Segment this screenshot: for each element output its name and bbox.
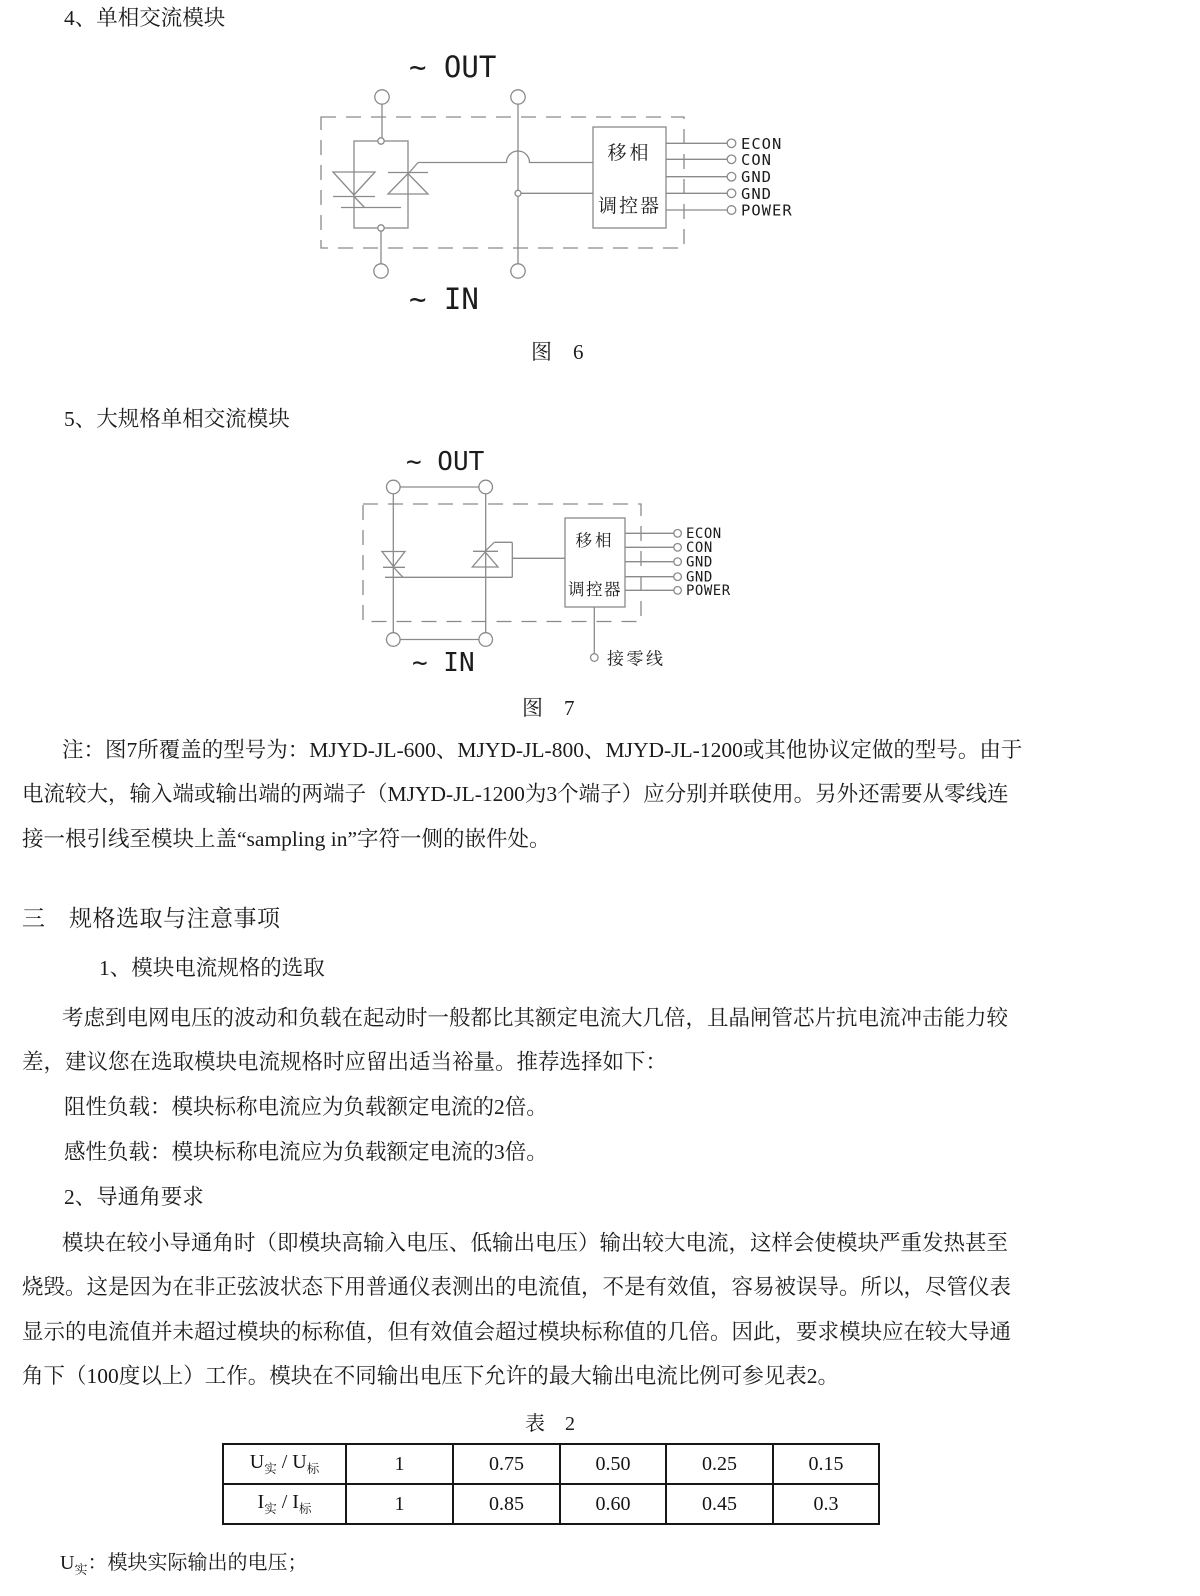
table2-cell: 0.25 (666, 1444, 773, 1484)
section3-sub1: 1、模块电流规格的选取 (99, 956, 325, 980)
fig7-in-label: ~ IN (412, 648, 475, 678)
note-line-2: 电流较大，输入端或输出端的两端子（MJYD-JL-1200为3个端子）应分别并联使用。另外还需要从零线连 (22, 782, 1009, 806)
section3-heading: 三 规格选取与注意事项 (22, 906, 281, 931)
table2-row-current-label: $I_实 / I_标$ (223, 1484, 346, 1524)
table2 (222, 1443, 880, 1525)
section3-para1-line1: 考虑到电网电压的波动和负载在起动时一般都比其额定电流大几倍，且晶闸管芯片抗电流冲击能力较 (62, 1006, 1009, 1030)
fig6-terminal-label-gnd1: GND (741, 168, 772, 187)
fig6-terminal-label-power: POWER (741, 201, 793, 220)
inductive-load-line: 感性负载：模块标称电流应为负载额定电流的3倍。 (64, 1140, 548, 1164)
table2-row-current (223, 1484, 879, 1524)
table2-cell: 0.50 (560, 1444, 666, 1484)
fig6-in-label: ~ IN (409, 282, 479, 316)
fig7-in-terminal-left (387, 633, 401, 647)
fig7-terminal-label-con: CON (686, 540, 713, 557)
resistive-load-line: 阻性负载：模块标称电流应为负载额定电流的2倍。 (64, 1095, 548, 1119)
note-line-1: 注：图7所覆盖的型号为：MJYD-JL-600、MJYD-JL-800、MJYD-JL-1200或其他协议定做的型号。由于 (62, 738, 1023, 762)
fig7-terminal-label-gnd1: GND (686, 554, 713, 571)
section3-para2-line4: 角下（100度以上）工作。模块在不同输出电压下允许的最大输出电流比例可参见表2。 (22, 1364, 840, 1388)
section4-heading: 4、单相交流模块 (64, 6, 226, 30)
fig7-controller-label-1: 移相 (575, 531, 615, 550)
fig7-out-terminal-left (387, 480, 401, 494)
fig6-junction-dot (515, 190, 521, 196)
fig7-neutral-terminal (591, 654, 599, 662)
table2-cell: 0.85 (453, 1484, 560, 1524)
table2-cell: 0.60 (560, 1484, 666, 1524)
figure7-diagram (298, 440, 740, 730)
fig6-terminal-label-gnd2: GND (741, 184, 772, 203)
table2-cell: 1 (346, 1444, 453, 1484)
fig7-neutral-label: 接零线 (607, 649, 666, 669)
footnote-u-actual: $U_实$：模块实际输出的电压； (60, 1552, 308, 1577)
section3-para2-line1: 模块在较小导通角时（即模块高输入电压、低输出电压）输出较大电流，这样会使模块严重发热甚至 (62, 1231, 1009, 1255)
fig6-in-terminal-right (511, 264, 525, 278)
fig7-terminal-label-econ: ECON (686, 526, 722, 543)
section3-para2-line2: 烧毁。这是因为在非正弦波状态下用普通仪表测出的电流值，不是有效值，容易被误导。所以，尽管仪表 (22, 1275, 1012, 1299)
fig6-controller-label-2: 调控器 (597, 196, 662, 217)
table2-cell: 0.3 (773, 1484, 879, 1524)
note-line-3: 接一根引线至模块上盖“sampling in”字符一侧的嵌件处。 (22, 827, 551, 851)
fig7-caption: 图 7 (522, 696, 575, 720)
table2-row-voltage-label: $U_实 / U_标$ (223, 1444, 346, 1484)
fig7-out-label: ~ OUT (406, 447, 485, 477)
section3-para1-line2: 差，建议您在选取模块电流规格时应留出适当裕量。推荐选择如下： (22, 1050, 668, 1074)
fig6-terminal-label-con: CON (741, 150, 772, 169)
table2-row-voltage (223, 1444, 879, 1484)
fig7-out-terminal-right (479, 480, 493, 494)
fig7-gate-wiring (385, 542, 565, 577)
fig7-in-terminal-right (479, 633, 493, 647)
fig7-controller-label-2: 调控器 (568, 580, 622, 599)
fig6-out-terminal-right (511, 90, 525, 104)
fig6-thyristor-left (333, 172, 401, 208)
fig6-out-terminal-left (375, 90, 389, 104)
fig6-caption: 图 6 (531, 340, 584, 364)
fig6-control-terminals (666, 135, 793, 220)
fig6-scr-box (354, 141, 408, 228)
table2-caption: 表 2 (525, 1413, 575, 1435)
fig6-in-terminal-left (374, 264, 388, 278)
table2-cell: 1 (346, 1484, 453, 1524)
figure6-diagram (298, 45, 793, 367)
fig6-out-label: ~ OUT (409, 50, 497, 84)
fig7-terminal-label-gnd2: GND (686, 569, 713, 586)
section5-heading: 5、大规格单相交流模块 (64, 407, 290, 431)
section3-sub2: 2、导通角要求 (64, 1185, 204, 1209)
table2-cell: 0.45 (666, 1484, 773, 1524)
table2-cell: 0.75 (453, 1444, 560, 1484)
fig6-terminal-label-econ: ECON (741, 134, 783, 153)
fig6-controller-label-1: 移相 (607, 143, 652, 164)
section3-para2-line3: 显示的电流值并未超过模块的标称值，但有效值会超过模块标称值的几倍。因此，要求模块应在较大导通 (22, 1320, 1012, 1344)
fig7-terminal-label-power: POWER (686, 583, 731, 600)
table2-cell: 0.15 (773, 1444, 879, 1484)
fig6-gate-wire (418, 151, 593, 163)
